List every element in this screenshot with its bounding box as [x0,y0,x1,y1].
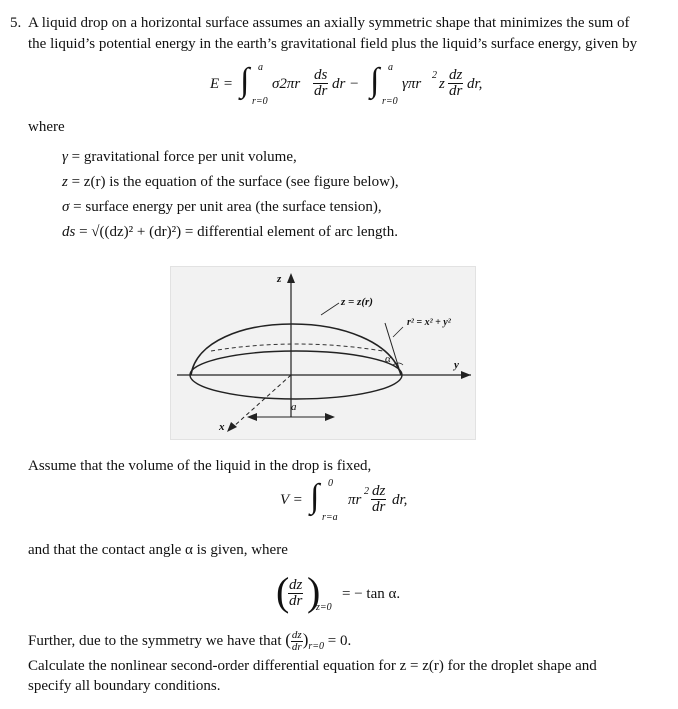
volume-intro: Assume that the volume of the liquid in the drop is fixed, [28,458,372,474]
volume-body: πr [348,492,362,508]
radius-arrow-left-icon [247,413,257,421]
x-axis [233,375,291,427]
frac-num-dz: dz [372,483,386,499]
integral-lower-2: r=0 [382,96,398,107]
definition-symbol: z [62,174,68,190]
drop-rim-dashed [211,344,383,351]
droplet-diagram [171,267,475,439]
r-label-pointer [393,327,403,337]
frac-den-dr: dr [372,499,386,515]
definition-text: = surface energy per unit area (the surface tension), [73,199,382,215]
definition-symbol: σ [62,199,70,215]
energy-lhs: E = [210,76,234,92]
angle-subscript: z=0 [316,602,332,613]
intro-line-2: the liquid’s potential energy in the earth’s gravitational field plus the liquid’s surface energy, given by [28,36,638,52]
droplet-figure [170,266,476,440]
frac-num-dz: dz [291,629,302,642]
definition-symbol: ds [62,224,76,240]
r-definition-label: r² = x² + y² [407,317,451,328]
z-axis-label: z [277,273,282,285]
y-axis-label: y [454,359,459,371]
radius-label: a [291,401,297,413]
energy-equation [210,64,510,108]
definition-text: = z(r) is the equation of the surface (see figure below), [71,174,399,190]
definition-z [62,171,482,196]
drop-profile [191,324,401,375]
frac-den-dr: dr [449,83,463,99]
definitions-list [62,146,482,246]
frac-den-dr: dr [291,641,302,654]
symmetry-fraction [291,630,303,653]
integral-upper-1: a [258,62,263,73]
angle-intro: and that the contact angle α is given, where [28,542,288,558]
x-axis-label: x [219,421,225,433]
definition-text: = √((dz)² + (dr)²) = differential element of arc length. [79,224,398,240]
curve-label-pointer [321,303,339,315]
energy-term2: γπr [402,76,422,92]
frac-num-dz: dz [289,577,303,593]
integral-upper-2: a [388,62,393,73]
volume-square: 2 [364,486,369,497]
right-paren-icon: ) [307,569,321,614]
definition-symbol: γ [62,149,68,165]
angle-dz-dr-fraction [288,578,303,609]
y-arrow-icon [461,371,471,379]
frac-den-dr: dr [289,593,303,609]
dz-dr-fraction [448,68,463,99]
volume-equation [280,478,440,524]
frac-num: ds [314,67,328,83]
symmetry-subscript: r=0 [308,641,325,652]
ds-dr-fraction [313,68,328,99]
integral-lower-1: r=0 [252,96,268,107]
definition-gamma [62,146,482,171]
x-arrow-icon [227,422,237,432]
energy-term1: σ2πr [272,76,301,92]
energy-tail: dr, [467,76,483,92]
definition-ds [62,221,482,246]
frac-num-dz: dz [449,67,463,83]
definition-sigma [62,196,482,221]
definition-text: = gravitational force per unit volume, [71,149,297,165]
integral-lower-3: r=a [322,512,338,523]
energy-z: z [439,76,445,92]
problem-number: 5. [10,15,22,31]
angle-equation [276,569,436,618]
integral-sign-1: ∫ [240,62,250,99]
radius-arrow-right-icon [325,413,335,421]
intro-line-1: A liquid drop on a horizontal surface assumes an axially symmetric shape that minimizes the sum of [28,15,630,31]
angle-label: α [385,353,391,365]
left-paren-icon: ( [276,569,290,614]
tangent-line [385,323,401,375]
symmetry-line: Further, due to the symmetry we have that ( $\frac{dz}{dr}$ )$_{r=0} = 0$. [28,629,352,654]
symmetry-rhs: = 0. [327,633,352,649]
energy-dr: dr − [332,76,360,92]
integral-sign-2: ∫ [370,62,380,99]
z-arrow-icon [287,273,295,283]
integral-sign-3: ∫ [310,478,320,515]
energy-square: 2 [432,70,437,81]
final-line-2: specify all boundary conditions. [28,678,221,694]
integral-upper-3: 0 [328,478,333,489]
frac-den: dr [314,83,328,99]
angle-rhs: = − tan α. [342,586,401,602]
volume-lhs: V = [280,492,303,508]
final-line-1: Calculate the nonlinear second-order differential equation for z = z(r) for the droplet shape and [28,658,597,674]
symmetry-text: Further, due to the symmetry we have that [28,633,282,649]
where-label: where [28,119,65,135]
volume-dz-dr-fraction [371,484,386,515]
curve-label: z = z(r) [341,296,373,308]
volume-tail: dr, [392,492,408,508]
